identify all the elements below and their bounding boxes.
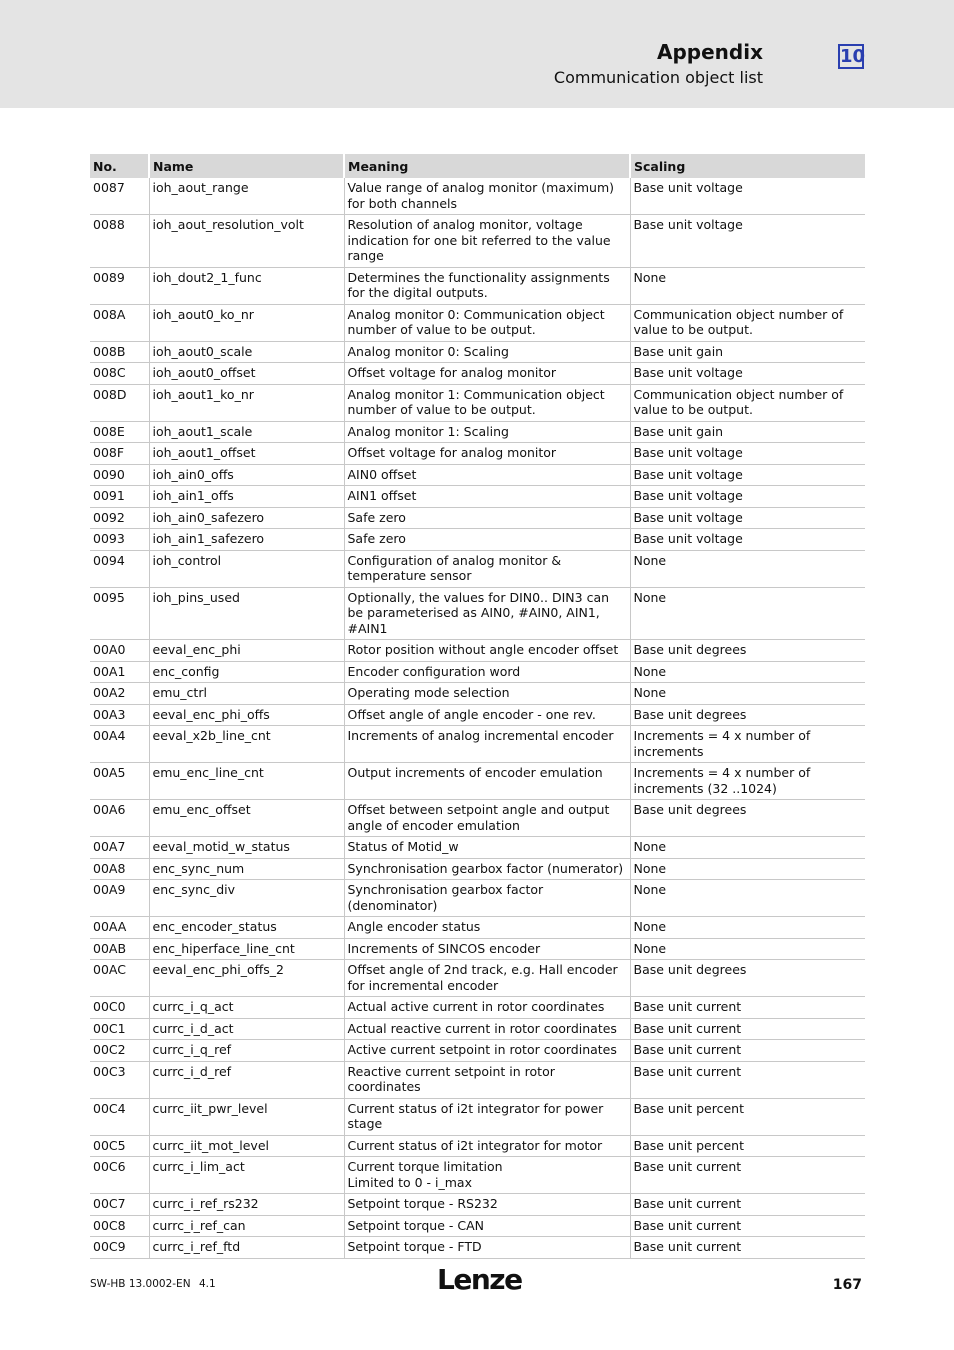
cell-scaling: Base unit current [630,997,865,1019]
cell-no: 0089 [90,267,149,304]
table-body [90,178,865,1258]
cell-name: enc_config [149,661,344,683]
cell-no: 00A9 [90,880,149,917]
table-row [90,341,865,363]
cell-meaning: Setpoint torque - RS232 [344,1194,630,1216]
table-row [90,938,865,960]
table-row [90,267,865,304]
cell-scaling: Base unit percent [630,1135,865,1157]
cell-meaning: Angle encoder status [344,917,630,939]
cell-name: ioh_aout0_offset [149,363,344,385]
cell-meaning: Offset between setpoint angle and output angle of encoder emulation [344,800,630,837]
cell-scaling: Communication object number of value to be output. [630,304,865,341]
cell-scaling: Base unit gain [630,421,865,443]
cell-meaning: Reactive current setpoint in rotor coordinates [344,1061,630,1098]
cell-name: ioh_aout1_scale [149,421,344,443]
cell-scaling: None [630,938,865,960]
cell-no: 00C8 [90,1215,149,1237]
table-row [90,486,865,508]
cell-no: 00C9 [90,1237,149,1259]
table-row [90,800,865,837]
cell-name: ioh_aout0_scale [149,341,344,363]
cell-no: 00A2 [90,683,149,705]
table-row [90,858,865,880]
lenze-logo: Lenze [437,1263,522,1296]
table-row [90,640,865,662]
cell-scaling: Base unit degrees [630,704,865,726]
section-title: Appendix [657,40,763,64]
table-row [90,1040,865,1062]
cell-no: 00A1 [90,661,149,683]
cell-name: ioh_ain0_offs [149,464,344,486]
cell-scaling: None [630,858,865,880]
cell-no: 00A0 [90,640,149,662]
cell-meaning: AIN0 offset [344,464,630,486]
cell-meaning: Analog monitor 0: Communication object number of value to be output. [344,304,630,341]
table-row [90,529,865,551]
cell-no: 00C7 [90,1194,149,1216]
cell-scaling: Base unit voltage [630,363,865,385]
chapter-number-link[interactable]: 10 [840,46,866,67]
table-row [90,661,865,683]
cell-meaning: Current torque limitation Limited to 0 - i_max [344,1157,630,1194]
cell-meaning: Actual active current in rotor coordinates [344,997,630,1019]
cell-no: 0091 [90,486,149,508]
cell-name: currc_i_q_act [149,997,344,1019]
cell-scaling: None [630,880,865,917]
cell-name: enc_sync_num [149,858,344,880]
page-header [0,0,954,108]
cell-no: 0088 [90,215,149,268]
cell-scaling: Base unit degrees [630,960,865,997]
table-row [90,1157,865,1194]
table-row [90,384,865,421]
cell-meaning: Safe zero [344,507,630,529]
table-row [90,1135,865,1157]
cell-scaling: Base unit degrees [630,640,865,662]
cell-scaling: None [630,267,865,304]
cell-no: 00A6 [90,800,149,837]
cell-scaling: Base unit current [630,1215,865,1237]
cell-scaling: Increments = 4 x number of increments [630,726,865,763]
cell-scaling: Base unit current [630,1040,865,1062]
cell-meaning: Increments of analog incremental encoder [344,726,630,763]
cell-scaling: None [630,917,865,939]
cell-scaling: Communication object number of value to be output. [630,384,865,421]
cell-name: ioh_ain1_safezero [149,529,344,551]
cell-name: ioh_ain0_safezero [149,507,344,529]
cell-name: eeval_enc_phi_offs_2 [149,960,344,997]
document-version: 4.1 [199,1278,216,1290]
page-number: 167 [832,1277,862,1293]
cell-meaning: Offset voltage for analog monitor [344,443,630,465]
cell-scaling: Base unit percent [630,1098,865,1135]
cell-name: enc_hiperface_line_cnt [149,938,344,960]
cell-scaling: Base unit voltage [630,486,865,508]
cell-scaling: Base unit current [630,1061,865,1098]
communication-object-table [90,154,865,1259]
cell-no: 0087 [90,178,149,215]
table-row [90,704,865,726]
cell-scaling: None [630,683,865,705]
table-row [90,178,865,215]
table-row [90,960,865,997]
cell-meaning: Operating mode selection [344,683,630,705]
cell-no: 0094 [90,550,149,587]
cell-scaling: None [630,550,865,587]
cell-no: 00C4 [90,1098,149,1135]
cell-no: 00A3 [90,704,149,726]
column-header-no: No. [90,154,149,178]
table-row [90,304,865,341]
cell-name: currc_i_lim_act [149,1157,344,1194]
cell-name: eeval_enc_phi [149,640,344,662]
cell-name: ioh_aout1_ko_nr [149,384,344,421]
cell-no: 00A4 [90,726,149,763]
cell-name: currc_i_ref_ftd [149,1237,344,1259]
cell-no: 00C1 [90,1018,149,1040]
cell-no: 00C3 [90,1061,149,1098]
cell-meaning: Rotor position without angle encoder offset [344,640,630,662]
cell-scaling: Base unit voltage [630,443,865,465]
table-row [90,1215,865,1237]
table-row [90,837,865,859]
cell-scaling: Base unit gain [630,341,865,363]
table-header-row [90,154,865,178]
cell-scaling: Base unit voltage [630,178,865,215]
cell-meaning: Output increments of encoder emulation [344,763,630,800]
cell-name: ioh_control [149,550,344,587]
cell-name: enc_encoder_status [149,917,344,939]
cell-name: currc_i_ref_rs232 [149,1194,344,1216]
cell-no: 0090 [90,464,149,486]
cell-scaling: None [630,837,865,859]
cell-scaling: None [630,587,865,640]
cell-meaning: Offset angle of angle encoder - one rev. [344,704,630,726]
table-row [90,1194,865,1216]
cell-no: 00A7 [90,837,149,859]
cell-no: 0092 [90,507,149,529]
cell-meaning: Value range of analog monitor (maximum) for both channels [344,178,630,215]
cell-meaning: Active current setpoint in rotor coordinates [344,1040,630,1062]
cell-no: 00AC [90,960,149,997]
cell-name: currc_iit_pwr_level [149,1098,344,1135]
cell-no: 00AA [90,917,149,939]
column-header-name: Name [149,154,344,178]
cell-no: 00C0 [90,997,149,1019]
cell-name: emu_enc_line_cnt [149,763,344,800]
cell-meaning: Synchronisation gearbox factor (numerator) [344,858,630,880]
cell-name: eeval_motid_w_status [149,837,344,859]
cell-meaning: Analog monitor 1: Scaling [344,421,630,443]
cell-no: 008E [90,421,149,443]
cell-no: 00AB [90,938,149,960]
section-subtitle: Communication object list [553,68,763,87]
cell-no: 008F [90,443,149,465]
table-row [90,1237,865,1259]
cell-name: eeval_x2b_line_cnt [149,726,344,763]
cell-scaling: Base unit voltage [630,215,865,268]
cell-meaning: Current status of i2t integrator for power stage [344,1098,630,1135]
cell-name: emu_ctrl [149,683,344,705]
cell-meaning: Offset voltage for analog monitor [344,363,630,385]
table-row [90,550,865,587]
cell-name: ioh_aout0_ko_nr [149,304,344,341]
table-row [90,421,865,443]
cell-name: eeval_enc_phi_offs [149,704,344,726]
table-row [90,726,865,763]
cell-scaling: None [630,661,865,683]
table-row [90,443,865,465]
cell-name: currc_i_ref_can [149,1215,344,1237]
cell-name: ioh_aout_range [149,178,344,215]
cell-name: currc_iit_mot_level [149,1135,344,1157]
column-header-scaling: Scaling [630,154,865,178]
cell-meaning: Resolution of analog monitor, voltage indication for one bit referred to the value range [344,215,630,268]
cell-name: currc_i_d_act [149,1018,344,1040]
table-row [90,1061,865,1098]
cell-meaning: Status of Motid_w [344,837,630,859]
cell-no: 00C5 [90,1135,149,1157]
cell-no: 008B [90,341,149,363]
table-row [90,1098,865,1135]
table-row [90,880,865,917]
table-row [90,464,865,486]
cell-no: 008D [90,384,149,421]
cell-name: ioh_ain1_offs [149,486,344,508]
cell-meaning: Optionally, the values for DIN0.. DIN3 can be parameterised as AIN0, #AIN0, AIN1, #AIN1 [344,587,630,640]
cell-meaning: Determines the functionality assignments for the digital outputs. [344,267,630,304]
cell-no: 00C2 [90,1040,149,1062]
cell-scaling: Base unit current [630,1194,865,1216]
cell-meaning: Safe zero [344,529,630,551]
column-header-meaning: Meaning [344,154,630,178]
document-id: SW-HB 13.0002-EN [90,1278,191,1290]
cell-name: ioh_dout2_1_func [149,267,344,304]
cell-meaning: Analog monitor 1: Communication object number of value to be output. [344,384,630,421]
cell-no: 00C6 [90,1157,149,1194]
cell-no: 0093 [90,529,149,551]
cell-scaling: Base unit degrees [630,800,865,837]
cell-no: 008C [90,363,149,385]
table-row [90,683,865,705]
cell-meaning: Actual reactive current in rotor coordinates [344,1018,630,1040]
table-row [90,1018,865,1040]
table-row [90,917,865,939]
cell-meaning: Synchronisation gearbox factor (denominator) [344,880,630,917]
cell-name: ioh_aout_resolution_volt [149,215,344,268]
cell-no: 0095 [90,587,149,640]
cell-scaling: Base unit voltage [630,507,865,529]
cell-scaling: Base unit current [630,1157,865,1194]
cell-scaling: Base unit voltage [630,529,865,551]
cell-meaning: AIN1 offset [344,486,630,508]
cell-name: ioh_pins_used [149,587,344,640]
cell-scaling: Increments = 4 x number of increments (32 ..1024) [630,763,865,800]
table-row [90,507,865,529]
cell-meaning: Encoder configuration word [344,661,630,683]
table-row [90,215,865,268]
table-row [90,363,865,385]
cell-name: emu_enc_offset [149,800,344,837]
cell-name: enc_sync_div [149,880,344,917]
cell-no: 00A8 [90,858,149,880]
cell-meaning: Setpoint torque - CAN [344,1215,630,1237]
cell-scaling: Base unit current [630,1018,865,1040]
cell-name: currc_i_d_ref [149,1061,344,1098]
cell-name: ioh_aout1_offset [149,443,344,465]
cell-scaling: Base unit current [630,1237,865,1259]
cell-meaning: Configuration of analog monitor & temperature sensor [344,550,630,587]
cell-name: currc_i_q_ref [149,1040,344,1062]
table-row [90,587,865,640]
cell-meaning: Current status of i2t integrator for motor [344,1135,630,1157]
table-row [90,997,865,1019]
table-row [90,763,865,800]
cell-meaning: Setpoint torque - FTD [344,1237,630,1259]
cell-scaling: Base unit voltage [630,464,865,486]
cell-no: 008A [90,304,149,341]
cell-meaning: Offset angle of 2nd track, e.g. Hall encoder for incremental encoder [344,960,630,997]
cell-meaning: Analog monitor 0: Scaling [344,341,630,363]
cell-no: 00A5 [90,763,149,800]
cell-meaning: Increments of SINCOS encoder [344,938,630,960]
